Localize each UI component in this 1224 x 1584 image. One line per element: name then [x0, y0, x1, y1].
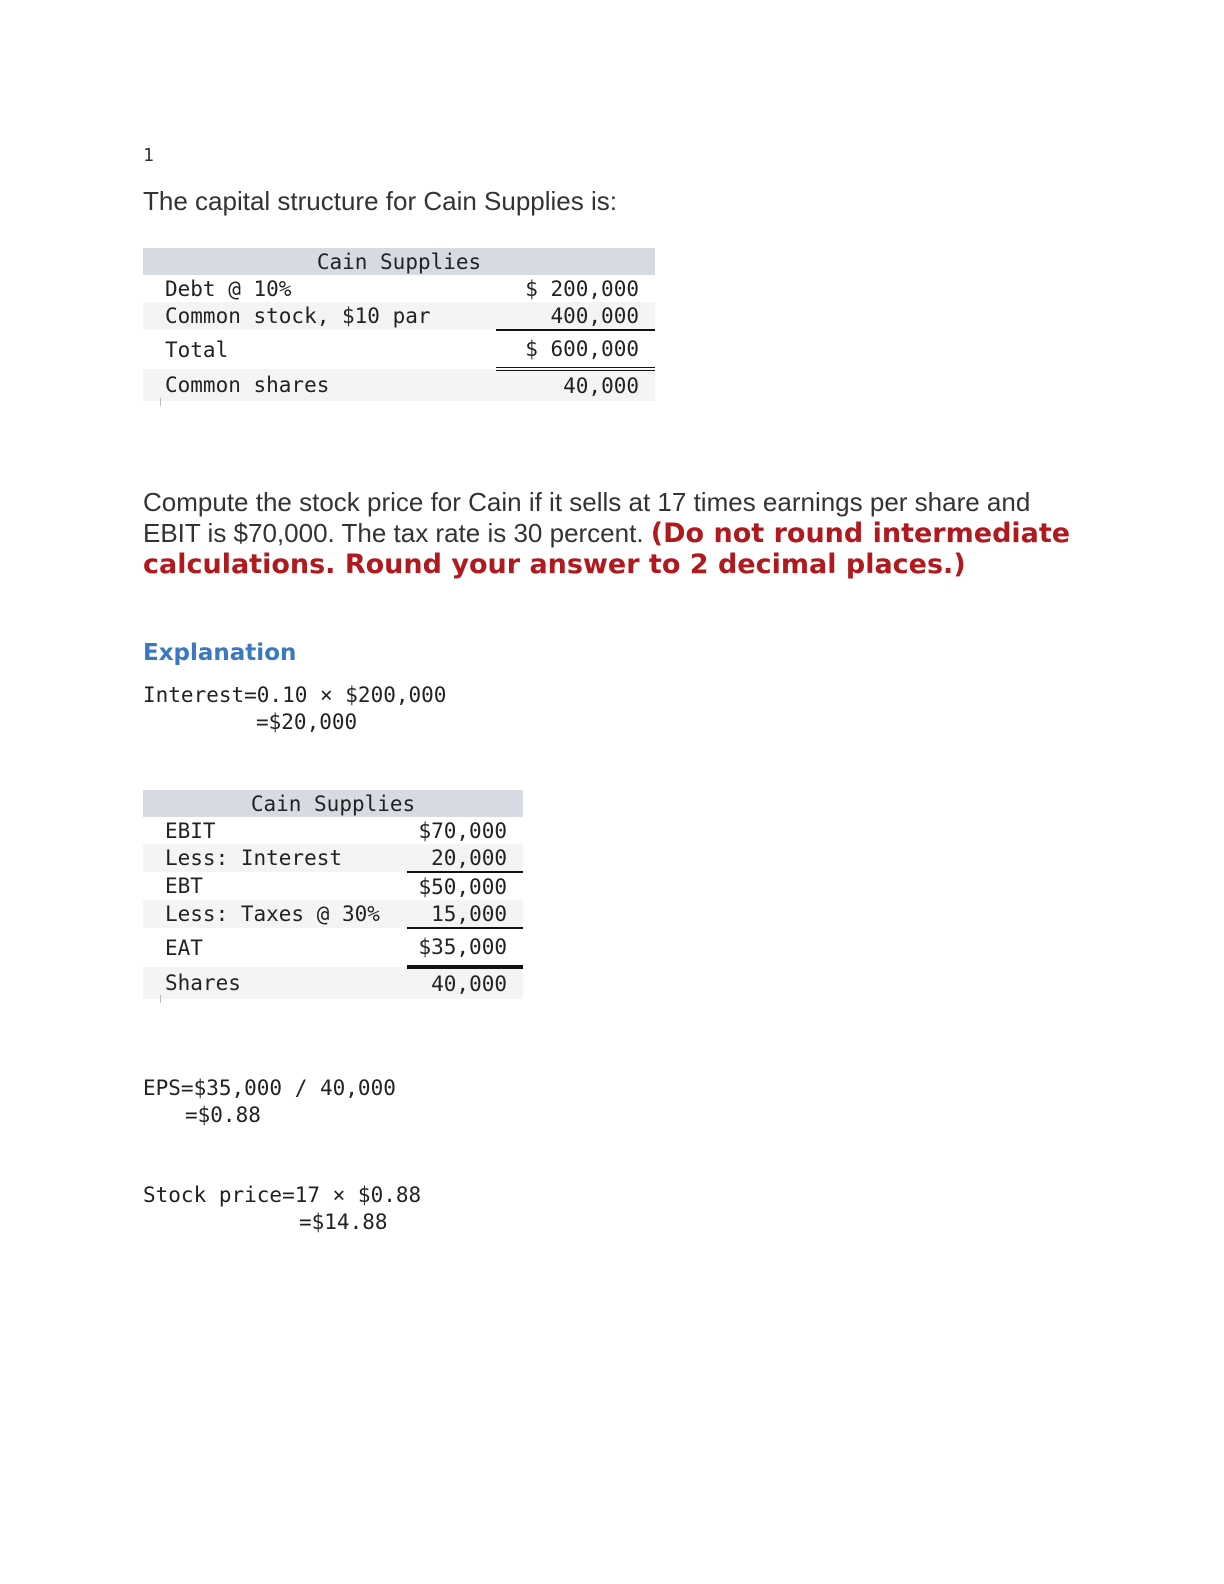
capital-structure-table — [143, 248, 655, 401]
table-edge-mark — [160, 995, 161, 1003]
income-table — [143, 790, 523, 999]
table-title: Cain Supplies — [143, 248, 655, 275]
row-label: EBIT — [165, 818, 216, 843]
row-value: $ 600,000 — [496, 330, 655, 369]
row-value: $50,000 — [418, 874, 507, 899]
explanation-heading: Explanation — [143, 640, 297, 666]
intro-text: The capital structure for Cain Supplies is: — [143, 186, 617, 216]
table-row — [143, 844, 523, 872]
row-label: Debt @ 10% — [165, 276, 292, 301]
table-row — [143, 928, 523, 967]
stock-price-calc-line1: Stock price=17 × $0.88 — [143, 1183, 422, 1207]
table-row — [143, 967, 523, 999]
row-value: 400,000 — [496, 302, 655, 330]
eps-calc-line1: EPS=$35,000 / 40,000 — [143, 1076, 396, 1100]
table-row — [143, 817, 523, 844]
rounding-note: (Do not round intermediate calculations. Round your answer to 2 decimal places.) — [143, 518, 1071, 580]
row-value: $35,000 — [418, 935, 507, 959]
row-label: EAT — [165, 935, 203, 960]
eps-calc-line2: =$0.88 — [185, 1103, 261, 1127]
row-value: 15,000 — [407, 900, 523, 928]
row-label: Less: Interest — [143, 844, 407, 872]
row-label: EBT — [165, 874, 203, 898]
table-title: Cain Supplies — [143, 790, 523, 817]
row-label: Shares — [143, 967, 407, 999]
table-row — [143, 900, 523, 928]
row-label: Total — [165, 337, 229, 362]
interest-calc-line1: Interest=0.10 × $200,000 — [143, 683, 447, 707]
row-label: Less: Taxes @ 30% — [143, 900, 407, 928]
table-row — [143, 330, 655, 369]
table-row — [143, 369, 655, 401]
row-label: Common shares — [143, 369, 496, 401]
question-number: 1 — [143, 145, 154, 166]
question-body: Compute the stock price for Cain if it sells at 17 times earnings per share and EBIT is $70,000. The tax rate is 30 percent. — [143, 487, 1031, 548]
row-label: Common stock, $10 par — [143, 302, 496, 330]
table-row — [143, 302, 655, 330]
row-value: 20,000 — [407, 844, 523, 872]
row-value: $70,000 — [418, 818, 507, 843]
row-value: 40,000 — [407, 967, 523, 999]
table-row — [143, 872, 523, 900]
table-edge-mark — [160, 398, 161, 406]
table-row — [143, 275, 655, 302]
row-value: 40,000 — [496, 369, 655, 401]
row-value: $ 200,000 — [525, 276, 639, 301]
stock-price-calc-line2: =$14.88 — [299, 1210, 388, 1234]
interest-calc-line2: =$20,000 — [256, 710, 358, 734]
question-text — [143, 487, 1083, 580]
